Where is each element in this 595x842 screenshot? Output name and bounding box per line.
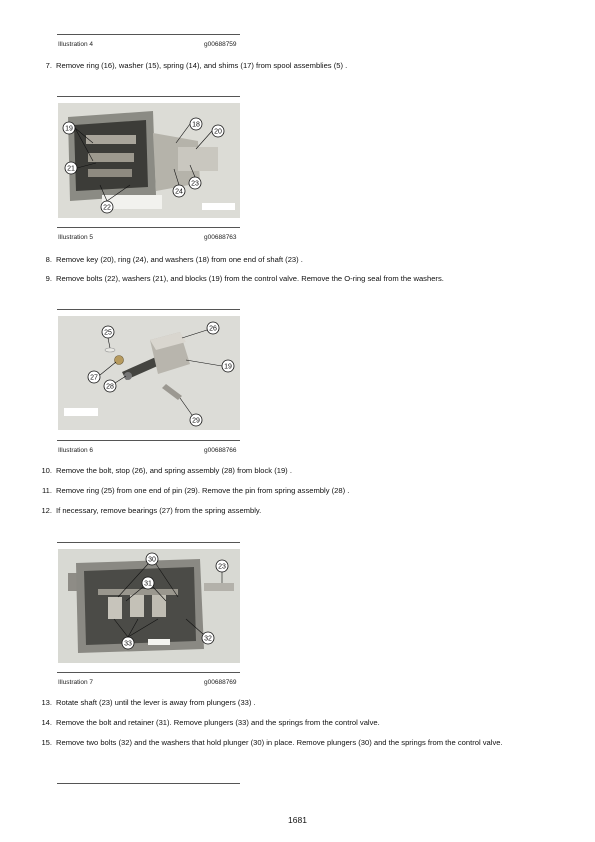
step-text: If necessary, remove bearings (27) from the spring assembly.: [56, 506, 262, 515]
callout-24: 24: [175, 188, 183, 196]
illustration-5-code: g00688763: [204, 234, 237, 241]
illustration-7-code: g00688769: [204, 679, 237, 686]
callout-21: 21: [67, 165, 75, 173]
callout-23: 23: [191, 180, 199, 188]
callout-19: 19: [224, 363, 232, 371]
step-number: 8.: [45, 255, 52, 264]
figure-rule: [57, 542, 240, 543]
illustration-6-label: Illustration 6: [58, 447, 94, 454]
callout-26: 26: [209, 325, 217, 333]
step-number: 10.: [41, 466, 52, 475]
callout-28: 28: [106, 383, 114, 391]
page-number: 1681: [288, 815, 307, 825]
callout-27: 27: [90, 374, 98, 382]
callout-29: 29: [192, 417, 200, 425]
callout-33: 33: [124, 640, 132, 648]
callout-32: 32: [204, 635, 212, 643]
callout-30: 30: [148, 556, 156, 564]
step-number: 12.: [41, 506, 52, 515]
callout-31: 31: [144, 580, 152, 588]
callout-22: 22: [103, 204, 111, 212]
callout-23: 23: [218, 563, 226, 571]
step-text: Remove two bolts (32) and the washers that hold plunger (30) in place. Remove plungers (30) and the springs from the control valve.: [56, 738, 503, 747]
step-text: Rotate shaft (23) until the lever is away from plungers (33) .: [56, 698, 256, 707]
callout-18: 18: [192, 121, 200, 129]
step-number: 7.: [45, 61, 52, 70]
step-number: 9.: [45, 274, 52, 283]
caption-rule: [57, 672, 240, 673]
caption-rule: [57, 227, 240, 228]
callout-20: 20: [214, 128, 222, 136]
figure-rule: [57, 309, 240, 310]
illustration-6-code: g00688766: [204, 447, 237, 454]
callout-19: 19: [65, 125, 73, 133]
illustration-4-label: Illustration 4: [58, 41, 94, 48]
figure-rule: [57, 783, 240, 784]
illustration-6-photo: [58, 316, 240, 430]
step-text: Remove bolts (22), washers (21), and blocks (19) from the control valve. Remove the O-ring seal from the washers.: [56, 274, 444, 283]
caption-rule: [57, 440, 240, 441]
figure-rule: [57, 96, 240, 97]
step-number: 14.: [41, 718, 52, 727]
illustration-5-photo: [58, 103, 240, 218]
step-text: Remove ring (16), washer (15), spring (14), and shims (17) from spool assemblies (5) .: [56, 61, 348, 70]
callout-25: 25: [104, 329, 112, 337]
step-text: Remove key (20), ring (24), and washers (18) from one end of shaft (23) .: [56, 255, 303, 264]
caption-rule: [57, 34, 240, 35]
illustration-5-label: Illustration 5: [58, 234, 94, 241]
step-text: Remove the bolt and retainer (31). Remove plungers (33) and the springs from the control valve.: [56, 718, 380, 727]
step-number: 11.: [42, 486, 52, 495]
illustration-4-code: g00688759: [204, 41, 237, 48]
step-number: 13.: [41, 698, 52, 707]
step-text: Remove ring (25) from one end of pin (29). Remove the pin from spring assembly (28) .: [56, 486, 350, 495]
step-text: Remove the bolt, stop (26), and spring assembly (28) from block (19) .: [56, 466, 292, 475]
step-number: 15.: [41, 738, 52, 747]
illustration-7-photo: [58, 549, 240, 663]
illustration-7-label: Illustration 7: [58, 679, 94, 686]
